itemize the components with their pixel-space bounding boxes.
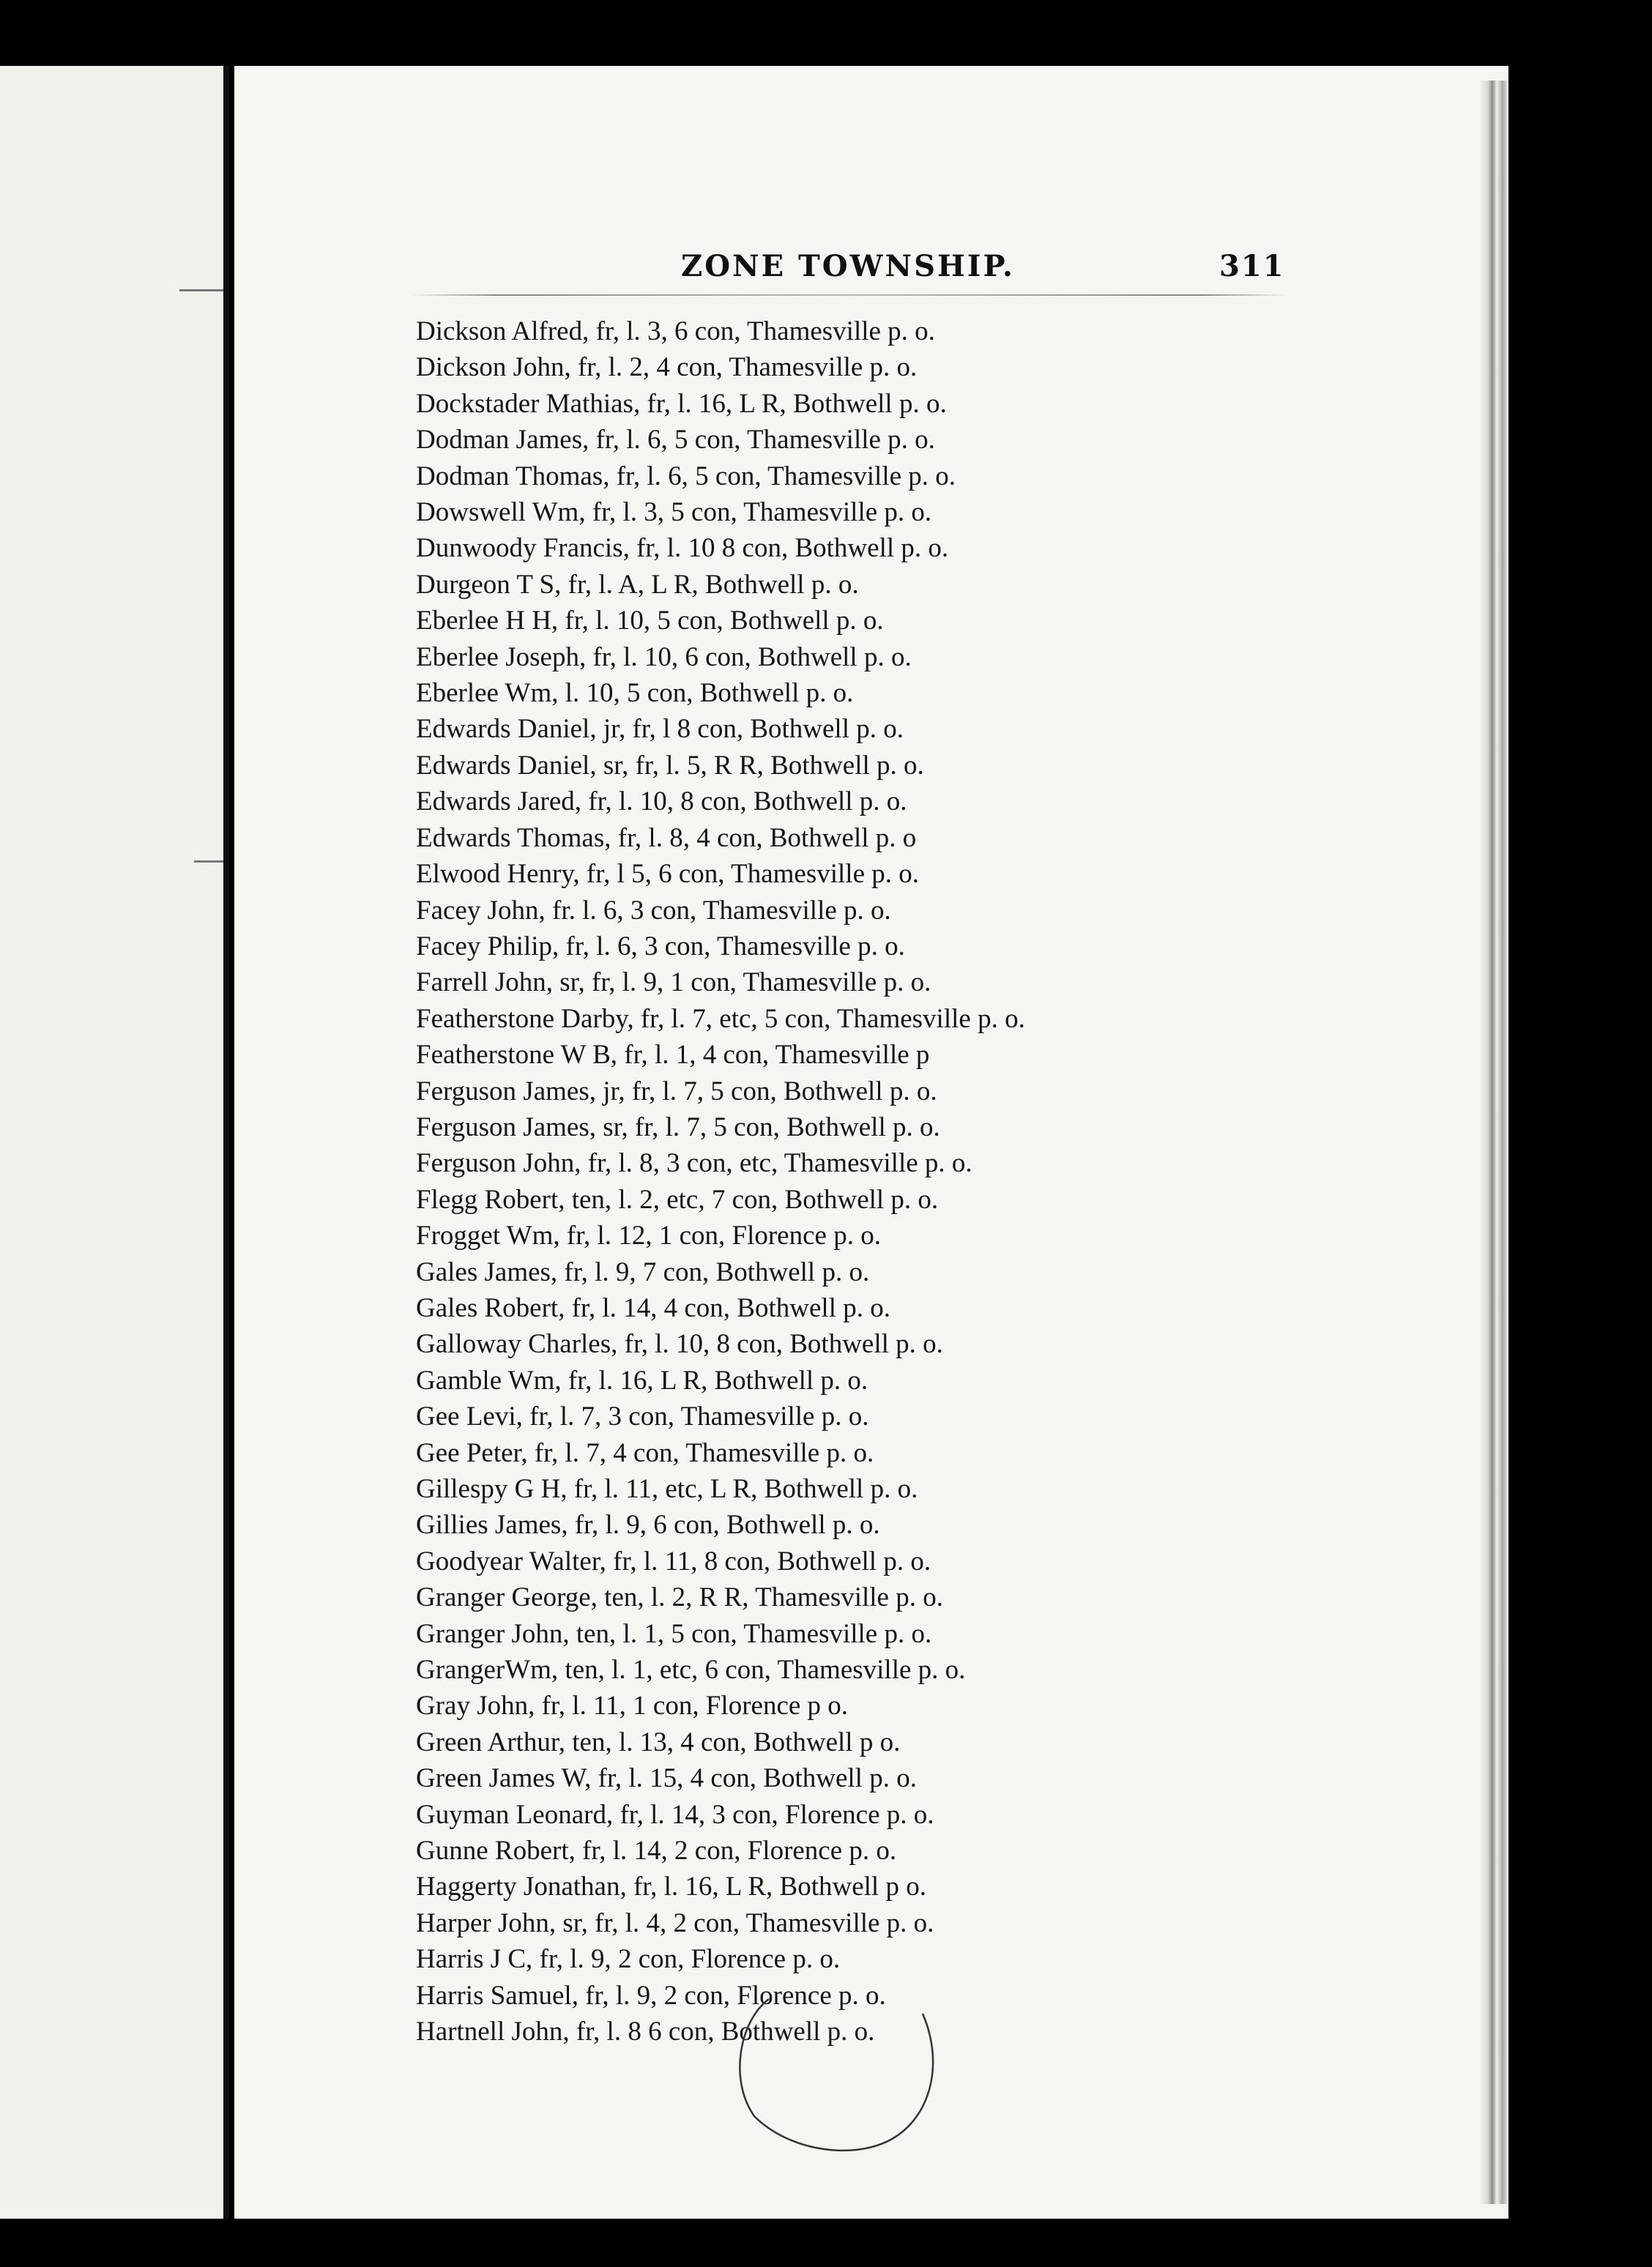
pencil-scribble (725, 1992, 967, 2182)
directory-entry: Galloway Charles, fr, l. 10, 8 con, Bothwell p. o. (416, 1329, 943, 1360)
directory-entry: Haggerty Jonathan, fr, l. 16, L R, Bothwell p o. (416, 1872, 926, 1902)
facing-page-left (0, 66, 229, 2219)
page-number: 311 (1219, 249, 1285, 283)
directory-entry: Gee Levi, fr, l. 7, 3 con, Thamesville p. o. (416, 1401, 869, 1432)
directory-entry: Dowswell Wm, fr, l. 3, 5 con, Thamesville p. o. (416, 497, 932, 528)
directory-entry: Guyman Leonard, fr, l. 14, 3 con, Florence p. o. (416, 1799, 934, 1830)
header-rule (410, 294, 1289, 296)
directory-entry: Eberlee Joseph, fr, l. 10, 6 con, Bothwell p. o. (416, 641, 912, 672)
directory-entry: Gillespy G H, fr, l. 11, etc, L R, Bothwell p. o. (416, 1474, 918, 1504)
page-fore-edge (1479, 81, 1508, 2204)
directory-entry: Green James W, fr, l. 15, 4 con, Bothwell p. o. (416, 1763, 917, 1794)
directory-entry: Gray John, fr, l. 11, 1 con, Florence p o. (416, 1691, 849, 1721)
directory-entries (416, 313, 1383, 2050)
directory-entry: Gamble Wm, fr, l. 16, L R, Bothwell p. o. (416, 1365, 868, 1396)
directory-entry: Harris J C, fr, l. 9, 2 con, Florence p. o. (416, 1944, 841, 1975)
directory-entry: Durgeon T S, fr, l. A, L R, Bothwell p. o. (416, 569, 859, 600)
running-head: ZONE TOWNSHIP. (681, 249, 1015, 283)
page-header (234, 249, 1508, 293)
directory-entry: Elwood Henry, fr, l 5, 6 con, Thamesville p. o. (416, 859, 919, 890)
directory-entry: Dodman Thomas, fr, l. 6, 5 con, Thamesville p. o. (416, 461, 956, 491)
directory-entry: Harris Samuel, fr, l. 9, 2 con, Florence p. o. (416, 1980, 886, 2011)
directory-entry: Granger John, ten, l. 1, 5 con, Thamesville p. o. (416, 1618, 932, 1649)
directory-entry: Facey Philip, fr, l. 6, 3 con, Thamesville p. o. (416, 931, 905, 961)
directory-entry: Dunwoody Francis, fr, l. 10 8 con, Bothwell p. o. (416, 533, 949, 564)
directory-entry: Gillies James, fr, l. 9, 6 con, Bothwell p. o. (416, 1510, 880, 1541)
directory-entry: Goodyear Walter, fr, l. 11, 8 con, Bothwell p. o. (416, 1546, 931, 1577)
directory-entry: Green Arthur, ten, l. 13, 4 con, Bothwell p o. (416, 1727, 901, 1757)
directory-entry: Edwards Thomas, fr, l. 8, 4 con, Bothwell p. o (416, 822, 917, 853)
directory-entry: Eberlee H H, fr, l. 10, 5 con, Bothwell p. o. (416, 606, 884, 636)
directory-entry: Edwards Jared, fr, l. 10, 8 con, Bothwell p. o. (416, 786, 907, 817)
edge-mark (179, 289, 223, 291)
directory-entry: Harper John, sr, fr, l. 4, 2 con, Thamesville p. o. (416, 1907, 934, 1938)
directory-entry: Flegg Robert, ten, l. 2, etc, 7 con, Bothwell p. o. (416, 1184, 939, 1215)
directory-entry: Farrell John, sr, fr, l. 9, 1 con, Thamesville p. o. (416, 967, 931, 998)
directory-entry: Dockstader Mathias, fr, l. 16, L R, Bothwell p. o. (416, 388, 947, 419)
directory-entry: Featherstone W B, fr, l. 1, 4 con, Thamesville p (416, 1040, 930, 1071)
directory-entry: Facey John, fr. l. 6, 3 con, Thamesville p. o. (416, 895, 891, 926)
directory-entry: Gee Peter, fr, l. 7, 4 con, Thamesville p. o. (416, 1437, 874, 1468)
directory-entry: Dickson John, fr, l. 2, 4 con, Thamesville p. o. (416, 352, 918, 383)
directory-entry: Gunne Robert, fr, l. 14, 2 con, Florence p. o. (416, 1836, 897, 1866)
directory-entry: Hartnell John, fr, l. 8 6 con, Bothwell p. o. (416, 2017, 875, 2047)
directory-entry: Edwards Daniel, sr, fr, l. 5, R R, Bothwell p. o. (416, 750, 924, 781)
directory-entry: Frogget Wm, fr, l. 12, 1 con, Florence p. o. (416, 1221, 881, 1251)
directory-entry: Featherstone Darby, fr, l. 7, etc, 5 con, Thamesville p. o. (416, 1003, 1025, 1034)
directory-entry: Ferguson John, fr, l. 8, 3 con, etc, Thamesville p. o. (416, 1148, 972, 1179)
directory-entry: Dodman James, fr, l. 6, 5 con, Thamesville p. o. (416, 425, 935, 455)
directory-entry: Dickson Alfred, fr, l. 3, 6 con, Thamesville p. o. (416, 316, 935, 346)
directory-entry: Gales Robert, fr, l. 14, 4 con, Bothwell p. o. (416, 1292, 890, 1323)
directory-entry: Granger George, ten, l. 2, R R, Thamesville p. o. (416, 1582, 943, 1613)
directory-entry: GrangerWm, ten, l. 1, etc, 6 con, Thamesville p. o. (416, 1655, 966, 1686)
directory-entry: Eberlee Wm, l. 10, 5 con, Bothwell p. o. (416, 678, 854, 709)
directory-entry: Ferguson James, jr, fr, l. 7, 5 con, Bothwell p. o. (416, 1076, 937, 1106)
directory-entry: Edwards Daniel, jr, fr, l 8 con, Bothwell p. o. (416, 714, 904, 745)
edge-mark (194, 860, 223, 863)
directory-entry: Gales James, fr, l. 9, 7 con, Bothwell p. o. (416, 1257, 870, 1287)
directory-entry: Ferguson James, sr, fr, l. 7, 5 con, Bothwell p. o. (416, 1112, 940, 1142)
